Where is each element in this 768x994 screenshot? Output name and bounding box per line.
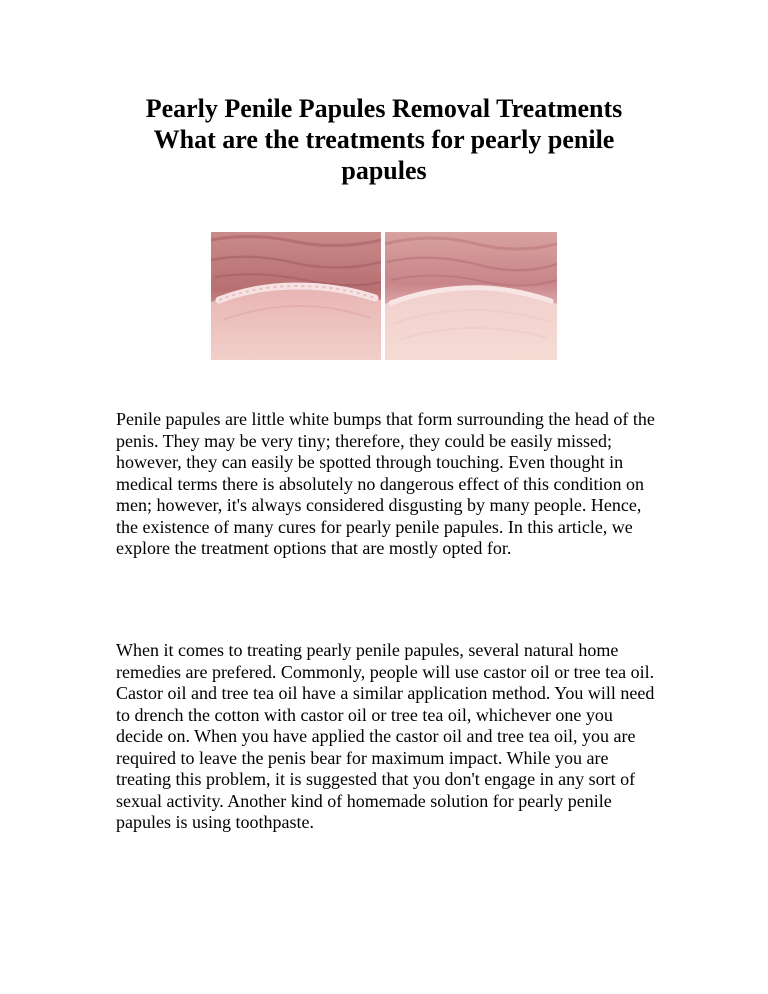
photo-pair <box>211 232 557 360</box>
right-photo <box>385 232 557 360</box>
paragraph-1: Penile papules are little white bumps that form surrounding the head of the penis. They may be very tiny; therefore, they could be easily missed; however, they can easily be spotted through touching. Even thought in medical terms there is absolutely no dangerous effect of this condition on men; however, it's always considered disgusting by many people. Hence, the existence of many cures for pearly penile papules. In this article, we explore the treatment options that are mostly opted for. <box>116 409 655 558</box>
left-photo <box>211 232 381 360</box>
title-line-2: What are the treatments for pearly penile <box>153 125 615 154</box>
paragraph-2: When it comes to treating pearly penile papules, several natural home remedies are prefered. Commonly, people will use castor oil or tree tea oil. Castor oil and tree tea oil have a similar application method. You will need to drench the cotton with castor oil or tree tea oil, whichever one you decide on. When you have applied the castor oil and tree tea oil, you are required to leave the penis bear for maximum impact. While you are treating this problem, it is suggested that you don't engage in any sort of sexual activity. Another kind of homemade solution for pearly penile papules is using toothpaste. <box>116 640 655 832</box>
page-title <box>110 93 658 186</box>
title-line-3: papules <box>341 156 427 185</box>
title-line-1: Pearly Penile Papules Removal Treatments <box>145 94 623 123</box>
photo-pair-image <box>211 232 557 360</box>
photo-divider <box>381 232 385 360</box>
